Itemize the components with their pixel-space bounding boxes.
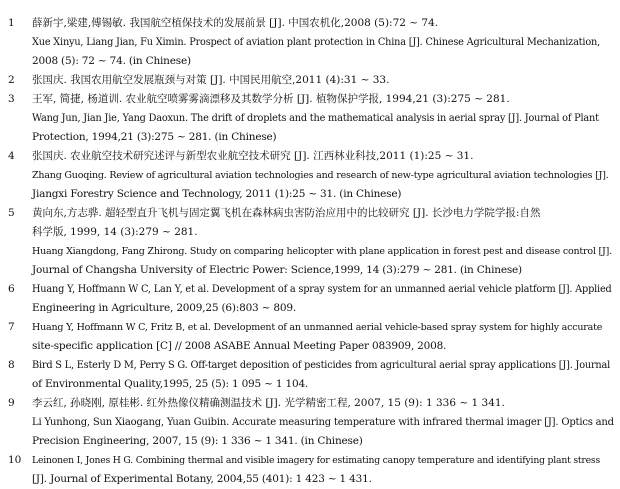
reference-text-line: Bird S L, Esterly D M, Perry S G. Off-target deposition of pesticides from agricultural aerial spray applications [J]. Journal — [32, 360, 611, 371]
reference-text-line: Huang Xiangdong, Fang Zhirong. Study on comparing helicopter with plane application in forest pest and disease control [J]. — [32, 246, 612, 257]
reference-text-line: Huang Y, Hoffmann W C, Fritz B, et al. Development of an unmanned aerial vehicle-based spray system for highly accurate — [32, 322, 603, 333]
reference-text-line: Leinonen I, Jones H G. Combining thermal and visible imagery for estimating canopy temperature and identifying plant stress — [32, 455, 600, 466]
reference-text-line: site-specific application [C] // 2008 ASABE Annual Meeting Paper 083909, 2008. — [32, 340, 447, 352]
reference-number: 4 — [8, 150, 15, 162]
reference-text-line: Engineering in Agriculture, 2009,25 (6):803 ~ 809. — [32, 302, 296, 314]
reference-number: 8 — [8, 359, 15, 371]
reference-number: 7 — [8, 321, 15, 333]
reference-text-line: 2008 (5): 72 ~ 74. (in Chinese) — [32, 55, 191, 67]
reference-number: 10 — [8, 454, 22, 466]
reference-text-line: Precision Engineering, 2007, 15 (9): 1 336 ~ 1 341. (in Chinese) — [32, 435, 363, 447]
reference-text-line: Protection, 1994,21 (3):275 ~ 281. (in Chinese) — [32, 131, 277, 143]
reference-number: 5 — [8, 207, 15, 219]
reference-text-line: Jiangxi Forestry Science and Technology, 2011 (1):25 ~ 31. (in Chinese) — [32, 188, 402, 200]
reference-text-line: Wang Jun, Jian Jie, Yang Daoxun. The drift of droplets and the mathematical analysis in aerial spray [J]. Journal of Plant — [32, 113, 599, 124]
reference-entry — [0, 90, 620, 147]
reference-number: 1 — [8, 17, 15, 29]
reference-entry — [0, 71, 620, 90]
reference-number: 6 — [8, 283, 15, 295]
reference-entry — [0, 147, 620, 204]
reference-number: 9 — [8, 397, 15, 409]
reference-entry — [0, 318, 620, 356]
reference-text-line: 科学版, 1999, 14 (3):279 ~ 281. — [32, 226, 198, 238]
reference-entry — [0, 356, 620, 394]
reference-text-line: 张国庆. 我国农用航空发展瓶颈与对策 [J]. 中国民用航空,2011 (4):31 ~ 33. — [32, 74, 390, 86]
reference-number: 2 — [8, 74, 15, 86]
reference-text-line: 黄向东,方志骅. 超轻型直升飞机与固定翼飞机在森林病虫害防治应用中的比较研究 [J]. 长沙电力学院学报:自然 — [32, 207, 541, 219]
reference-entry — [0, 394, 620, 451]
reference-entry — [0, 204, 620, 280]
reference-text-line: Journal of Changsha University of Electric Power: Science,1999, 14 (3):279 ~ 281. (in Chinese) — [32, 264, 522, 276]
reference-entry — [0, 280, 620, 318]
reference-number: 3 — [8, 93, 15, 105]
reference-text-line: Huang Y, Hoffmann W C, Lan Y, et al. Development of a spray system for an unmanned aerial vehicle platform [J]. Applied — [32, 284, 612, 295]
reference-text-line: 薛新宇,梁建,傅锡敏. 我国航空植保技术的发展前景 [J]. 中国农机化,2008 (5):72 ~ 74. — [32, 17, 439, 29]
reference-entry — [0, 14, 620, 71]
reference-entry — [0, 451, 620, 489]
reference-text-line: 王军, 简捷, 杨道训. 农业航空喷雾雾滴漂移及其数学分析 [J]. 植物保护学报, 1994,21 (3):275 ~ 281. — [32, 93, 510, 105]
reference-text-line: 李云红, 孙晓刚, 原桂彬. 红外热像仪精确测温技术 [J]. 光学精密工程, 2007, 15 (9): 1 336 ~ 1 341. — [32, 397, 505, 409]
reference-text-line: Li Yunhong, Sun Xiaogang, Yuan Guibin. Accurate measuring temperature with infrared thermal imager [J]. Optics and — [32, 417, 614, 428]
reference-text-line: [J]. Journal of Experimental Botany, 2004,55 (401): 1 423 ~ 1 431. — [32, 473, 372, 485]
reference-text-line: of Environmental Quality,1995, 25 (5): 1 095 ~ 1 104. — [32, 378, 309, 390]
reference-list — [0, 14, 620, 489]
reference-text-line: 张国庆. 农业航空技术研究述评与新型农业航空技术研究 [J]. 江西林业科技,2011 (1):25 ~ 31. — [32, 150, 474, 162]
reference-text-line: Zhang Guoqing. Review of agricultural aviation technologies and research of new-type agricultural aviation technologies [J]. — [32, 170, 609, 181]
reference-text-line: Xue Xinyu, Liang Jian, Fu Ximin. Prospect of aviation plant protection in China [J]. Chinese Agricultural Mechanization, — [32, 37, 600, 48]
